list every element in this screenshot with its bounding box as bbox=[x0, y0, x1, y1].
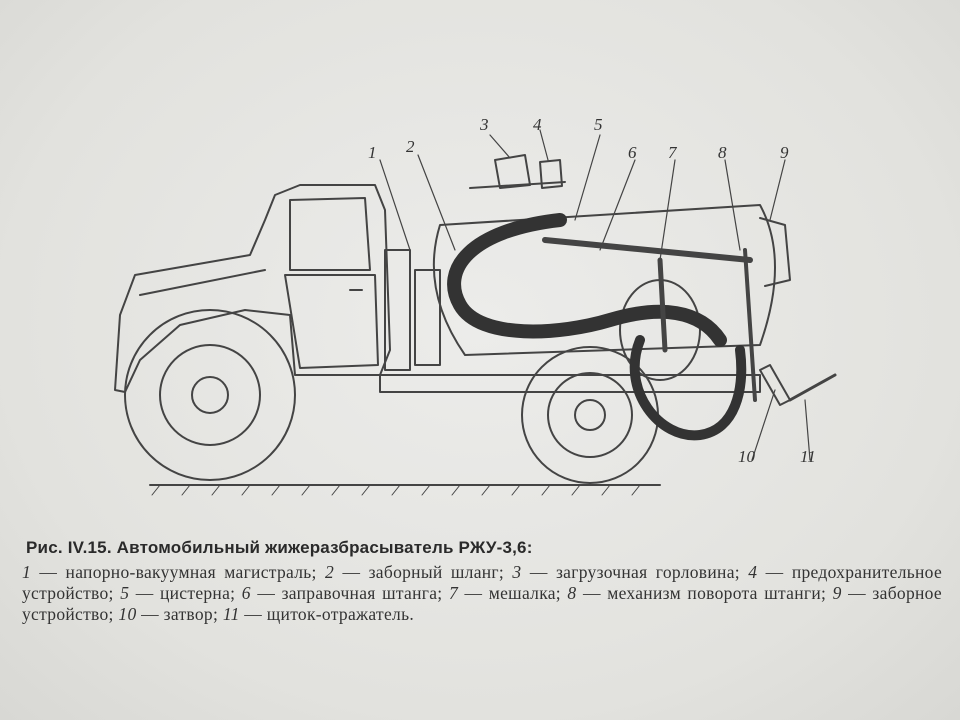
figure-caption bbox=[22, 538, 942, 625]
hood-line bbox=[140, 270, 265, 295]
legend-item-7: 7 — мешалка; bbox=[448, 583, 568, 603]
intake-hose-2 bbox=[454, 220, 720, 340]
label-11: 11 bbox=[800, 447, 816, 466]
truck-cab bbox=[115, 185, 390, 392]
gate-10 bbox=[760, 365, 790, 405]
caption-legend bbox=[22, 562, 942, 625]
hose-lower-loop bbox=[635, 340, 742, 435]
cab-window bbox=[290, 198, 370, 270]
legend-item-10: 10 — затвор; bbox=[118, 604, 223, 624]
leader-lines bbox=[380, 130, 810, 460]
label-2: 2 bbox=[406, 137, 415, 156]
reflector-11 bbox=[790, 375, 835, 400]
legend-item-4: 4 — предохранительное устройство; bbox=[22, 562, 943, 603]
front-wheel bbox=[125, 310, 295, 480]
caption-title: Рис. IV.15. Автомобильный жижеразбрасыватель РЖУ-3,6: bbox=[26, 538, 533, 557]
legend-item-5: 5 — цистерна; bbox=[120, 583, 242, 603]
legend-item-3: 3 — загрузочная горловина; bbox=[512, 562, 749, 582]
label-7: 7 bbox=[668, 143, 677, 162]
legend-item-1: 1 — напорно-вакуумная магистраль; bbox=[22, 562, 326, 582]
label-4: 4 bbox=[533, 115, 542, 134]
label-3: 3 bbox=[480, 115, 489, 134]
mixer-7 bbox=[660, 260, 665, 350]
boom-turn-mechanism-8 bbox=[745, 250, 755, 400]
label-6: 6 bbox=[628, 143, 637, 162]
filling-boom-6 bbox=[545, 240, 750, 260]
tank-5 bbox=[434, 205, 775, 355]
label-5: 5 bbox=[594, 115, 603, 134]
ground-hatching bbox=[152, 485, 640, 495]
label-8: 8 bbox=[718, 143, 727, 162]
cab-door bbox=[285, 275, 378, 368]
legend-item-11: 11 — щиток-отражатель. bbox=[222, 604, 415, 624]
legend-item-8: 8 — механизм поворота штанги; bbox=[567, 583, 833, 603]
legend-item-6: 6 — заправочная штанга; bbox=[241, 583, 449, 603]
truck-figure bbox=[0, 100, 960, 520]
legend-item-2: 2 — заборный шланг; bbox=[325, 562, 513, 582]
loading-neck-3 bbox=[495, 155, 530, 188]
label-1: 1 bbox=[368, 143, 377, 162]
legend-item-9: 9 — заборное устройство; bbox=[22, 583, 943, 624]
label-9: 9 bbox=[780, 143, 789, 162]
truck-drawing bbox=[0, 100, 960, 520]
label-10: 10 bbox=[738, 447, 755, 466]
